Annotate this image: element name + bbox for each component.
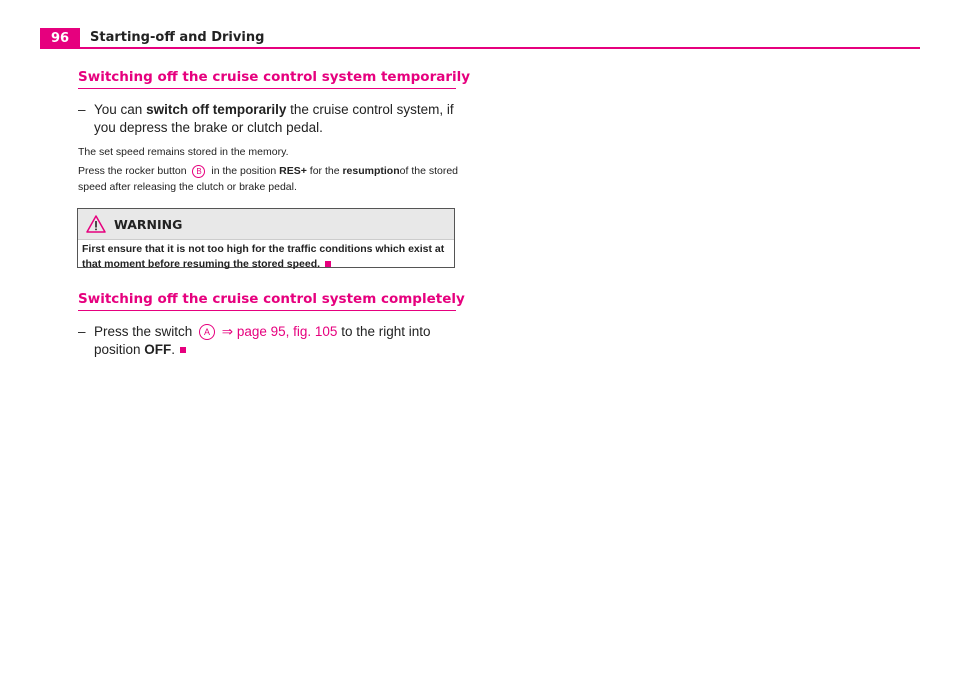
- page-reference-link[interactable]: ⇒ page 95, fig. 105: [218, 324, 338, 339]
- section-end-square-icon: [180, 347, 186, 353]
- warning-body-text: First ensure that it is not too high for the traffic conditions which exist at that moment before resuming the stored speed.: [82, 243, 445, 270]
- step-dash: –: [78, 102, 86, 117]
- step-complete: [78, 323, 458, 359]
- note-memory: The set speed remains stored in the memory.: [78, 146, 289, 158]
- note-resume-bold2: resumption: [342, 165, 400, 177]
- note-resume-mid1: in the position: [208, 165, 280, 177]
- step-text-bold: switch off temporarily: [146, 102, 287, 117]
- section-heading-temporary: Switching off the cruise control system temporarily: [78, 69, 456, 89]
- note-resume-bold1: RES+: [279, 165, 307, 177]
- label-b-icon: B: [192, 165, 205, 178]
- step-text-end: .: [171, 342, 176, 357]
- section-heading-complete: Switching off the cruise control system completely: [78, 291, 456, 311]
- step-text-post: to the right into position: [94, 324, 431, 357]
- step-dash: –: [78, 324, 86, 339]
- label-a-icon: A: [199, 324, 215, 340]
- section-end-square-icon: [325, 261, 331, 267]
- warning-title: WARNING: [114, 216, 183, 232]
- note-resume-pre: Press the rocker button: [78, 165, 190, 177]
- step-temporary: [78, 101, 458, 137]
- step-text-pre: You can: [94, 102, 147, 117]
- step-text-bold: OFF: [144, 342, 172, 357]
- step-text: [78, 323, 458, 359]
- chapter-title: Starting-off and Driving: [90, 30, 265, 45]
- page-number: 96: [40, 28, 80, 48]
- warning-body: [78, 240, 454, 272]
- warning-box: [77, 208, 455, 268]
- warning-header: [78, 209, 454, 240]
- step-text: [78, 101, 458, 137]
- note-resume-mid2: for the: [306, 165, 343, 177]
- warning-triangle-icon: [86, 215, 106, 233]
- header-rule: [40, 47, 920, 49]
- note-resume-post: of the stored speed after releasing the clutch or brake pedal.: [78, 165, 459, 193]
- note-resume: [78, 163, 458, 195]
- step-text-post: the cruise control system, if you depress the brake or clutch pedal.: [94, 102, 454, 135]
- step-text-pre: Press the switch: [94, 324, 197, 339]
